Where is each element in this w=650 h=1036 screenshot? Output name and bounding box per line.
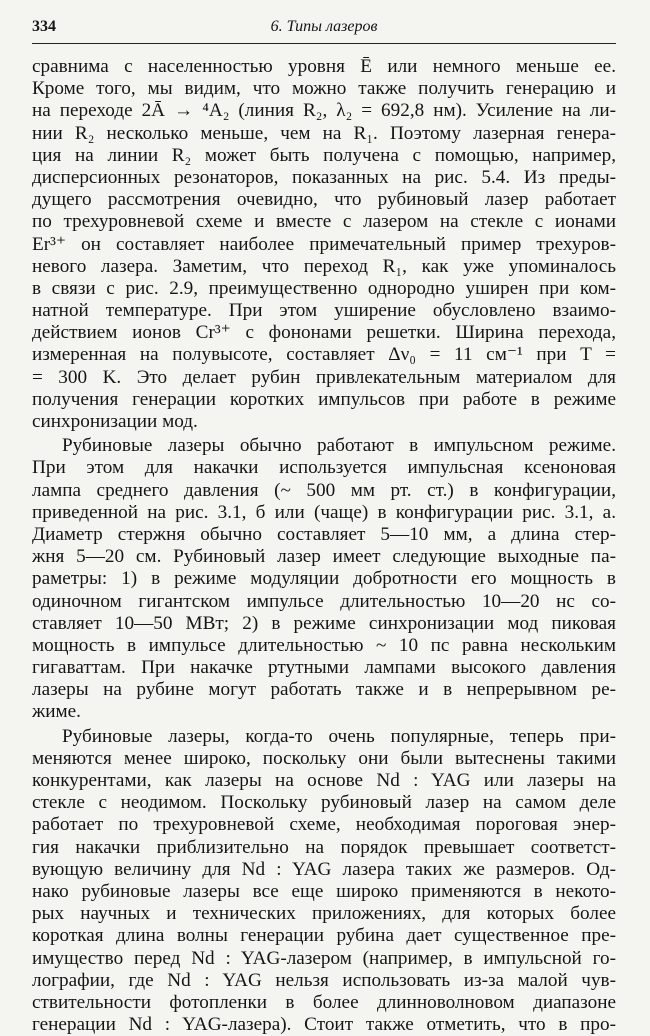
text-line: Диаметр стержня обычно составляет 5—10 мм, а длина стер- (32, 523, 616, 545)
text-line: Er³⁺ он составляет наиболее примечательный пример трехуров- (32, 233, 616, 255)
text-line: дисперсионных резонаторов, показанных на рис. 5.4. Из преды- (32, 166, 616, 188)
text-line: в связи с рис. 2.9, преимущественно однородно уширен при ком- (32, 277, 616, 299)
text-line: Рубиновые лазеры, когда-то очень популярные, теперь при- (62, 725, 616, 747)
paragraph-applications (32, 726, 616, 1036)
text-line: жиме. (32, 701, 81, 723)
text-line: ставляет 10—50 МВт; 2) в режиме синхронизации мод пиковая (32, 612, 616, 634)
text-line: невого лазера. Заметим, что переход R₁, как уже упоминалось (32, 255, 616, 277)
text-line: ция на линии R₂ может быть получена с помощью, например, (32, 144, 616, 166)
text-line: сравнима с населенностью уровня Ē или немного меньше ее. (32, 56, 616, 77)
text-line: на переходе 2Ā → ⁴A₂ (линия R₂, λ₂ = 692,8 нм). Усиление на ли- (32, 100, 616, 122)
text-line: Рубиновые лазеры обычно работают в импульсном режиме. (62, 435, 616, 457)
text-line: нако рубиновые лазеры все еще широко применяются в некото- (32, 880, 616, 902)
text-line: генерации Nd : YAG-лазера). Стоит также отметить, что в про- (32, 1014, 616, 1036)
text-line: меняются менее широко, поскольку они были вытеснены такими (32, 747, 616, 769)
text-line: вующую величину для Nd : YAG лазера таких же размеров. Од- (32, 858, 616, 880)
text-line: рых научных и технических приложениях, для которых более (32, 903, 616, 925)
text-line: раметры: 1) в режиме модуляции добротности его мощность в (32, 568, 616, 590)
text-line: Кроме того, мы видим, что можно также получить генерацию и (32, 78, 616, 100)
paragraph-ruby-levels (32, 56, 616, 433)
text-line: мощность в импульсе длительностью ~ 10 пс равна нескольким (32, 634, 616, 656)
text-line: по трехуровневой схеме и вместе с лазером на стекле с ионами (32, 211, 616, 233)
text-line: дущего рассмотрения очевидно, что рубиновый лазер работает (32, 189, 616, 211)
text-line: жня 5—20 см. Рубиновый лазер имеет следующие выходные па- (32, 546, 616, 568)
text-line: работает по трехуровневой схеме, необходимая пороговая энер- (32, 814, 616, 836)
text-line: имущество перед Nd : YAG-лазером (например, в импульсной го- (32, 947, 616, 969)
text-line: = 300 K. Это делает рубин привлекательным материалом для (32, 366, 616, 388)
paragraph-pulsed-operation (32, 435, 616, 723)
text-line: получения генерации коротких импульсов при работе в режиме (32, 388, 616, 410)
running-title: 6. Типы лазеров (270, 18, 378, 35)
book-page (32, 18, 616, 1036)
page-header (32, 18, 616, 44)
text-line: гигаваттам. При накачке ртутными лампами высокого давления (32, 657, 616, 679)
text-line: одиночном гигантском импульсе длительностью 10—20 нс со- (32, 590, 616, 612)
text-line: приведенной на рис. 3.1, б или (чаще) в конфигурации рис. 3.1, а. (32, 501, 616, 523)
text-line: ствительности фотопленки в более длинноволновом диапазоне (32, 991, 616, 1013)
text-line: конкурентами, как лазеры на основе Nd : YAG или лазеры на (32, 770, 616, 791)
text-line: измеренная на полувысоте, составляет Δν₀ = 11 см⁻¹ при T = (32, 344, 616, 366)
body-text (32, 56, 616, 1036)
text-line: короткая длина волны генерации рубина дает существенное пре- (32, 925, 616, 947)
text-line: нии R₂ несколько меньше, чем на R₁. Поэтому лазерная генера- (32, 122, 616, 144)
text-line: лазеры на рубине могут работать также и в непрерывном ре- (32, 679, 616, 701)
text-line: гия накачки приблизительно на порядок превышает соответст- (32, 836, 616, 858)
text-line: При этом для накачки используется импульсная ксеноновая (32, 457, 616, 479)
text-line: синхронизации мод. (32, 411, 198, 432)
page-number: 334 (32, 18, 56, 35)
text-line: стекле с неодимом. Поскольку рубиновый лазер на самом деле (32, 792, 616, 814)
text-line: натной температуре. При этом уширение обусловлено взаимо- (32, 300, 616, 322)
text-line: лампа среднего давления (~ 500 мм рт. ст.) в конфигурации, (32, 479, 616, 501)
text-line: действием ионов Cr³⁺ с фононами решетки. Ширина перехода, (32, 322, 616, 344)
text-line: лографии, где Nd : YAG нельзя использовать из-за малой чув- (32, 969, 616, 991)
